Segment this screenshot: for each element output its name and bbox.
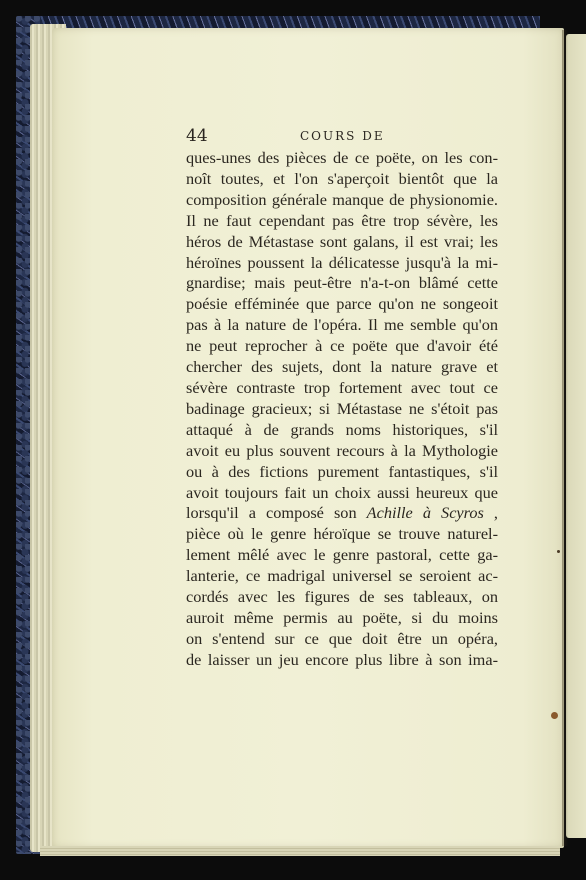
title-trailer: , bbox=[483, 503, 498, 523]
text-line: pas à la nature de l'opéra. Il me semble qu'on bbox=[186, 315, 498, 335]
text-line: composition générale manque de physionomie. bbox=[186, 189, 498, 209]
text-line: auroit même permis au poëte, si du moins bbox=[186, 607, 498, 627]
running-head: COURS DE bbox=[300, 129, 385, 143]
text-line: avoit toujours fait un choix aussi heureux que bbox=[186, 482, 498, 502]
text-line-start: lorsqu'il a composé son bbox=[186, 503, 357, 523]
text-line: ne peut reprocher à ce poëte que d'avoir été bbox=[186, 336, 498, 356]
page-number: 44 bbox=[186, 126, 208, 146]
gutter-shadow bbox=[562, 30, 568, 846]
text-line: Il ne faut cependant pas être trop sévère, les bbox=[186, 210, 498, 230]
page-bottom-edge bbox=[40, 846, 560, 856]
work-title: Achille à Scyros bbox=[366, 503, 484, 523]
body-text bbox=[186, 148, 498, 671]
text-line: badinage gracieux; si Métastase ne s'étoit pas bbox=[186, 398, 498, 418]
text-line-with-title bbox=[186, 503, 498, 524]
text-line: lanterie, ce madrigal universel se seroient ac- bbox=[186, 566, 498, 586]
foxing-spot bbox=[557, 550, 560, 553]
text-line: héros de Métastase sont galans, il est vrai; les bbox=[186, 231, 498, 251]
foxing-spot bbox=[551, 712, 558, 719]
text-line: on s'entend sur ce que doit être un opéra, bbox=[186, 628, 498, 648]
text-line: attaqué à de grands noms historiques, s'il bbox=[186, 419, 498, 439]
text-line: avoit eu plus souvent recours à la Mythologie bbox=[186, 440, 498, 460]
page-header bbox=[186, 126, 502, 146]
text-line: pièce où le genre héroïque se trouve naturel- bbox=[186, 524, 498, 544]
text-line: poésie efféminée que parce qu'on ne songeoit bbox=[186, 294, 498, 314]
text-line: de laisser un jeu encore plus libre à son ima- bbox=[186, 649, 498, 669]
text-line: lement mêlé avec le genre pastoral, cette ga- bbox=[186, 545, 498, 565]
text-line: noît toutes, et l'on s'aperçoit bientôt que la bbox=[186, 168, 498, 188]
text-line: héroïnes poussent la délicatesse jusqu'à la mi- bbox=[186, 252, 498, 272]
facing-page-edge bbox=[566, 34, 586, 838]
text-line: chercher des sujets, dont la nature grave et bbox=[186, 357, 498, 377]
text-line: gnardise; mais peut-être n'a-t-on blâmé cette bbox=[186, 273, 498, 293]
text-line: ou à des fictions purement fantastiques, s'il bbox=[186, 461, 498, 481]
text-line: ques-unes des pièces de ce poëte, on les con- bbox=[186, 148, 498, 167]
text-line: sévère contraste trop fortement avec tout ce bbox=[186, 377, 498, 397]
text-line: cordés avec les figures de ses tableaux, on bbox=[186, 587, 498, 607]
